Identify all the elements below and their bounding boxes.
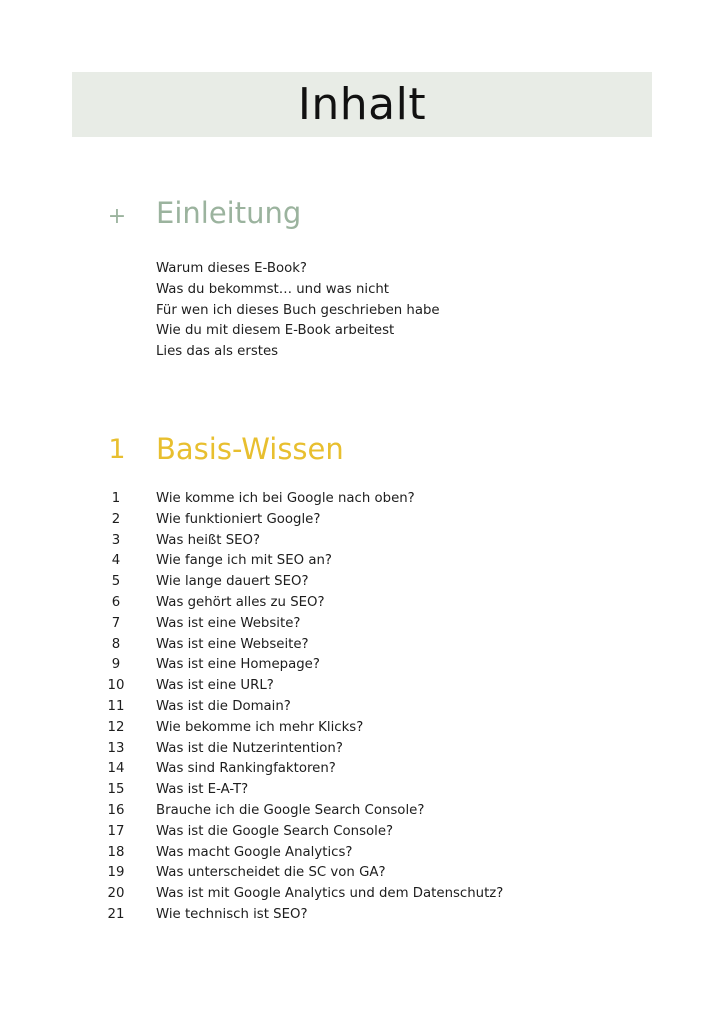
- toc-item-title: Was macht Google Analytics?: [156, 844, 353, 860]
- toc-item-title: Brauche ich die Google Search Console?: [156, 802, 425, 818]
- toc-item: [0, 572, 724, 593]
- intro-item: Wie du mit diesem E-Book arbeitest: [156, 323, 395, 339]
- toc-item-title: Was ist eine Website?: [156, 615, 301, 631]
- toc-item: [0, 593, 724, 614]
- toc-item-title: Was sind Rankingfaktoren?: [156, 761, 336, 777]
- toc-item-number: 19: [107, 865, 125, 881]
- toc-item: [0, 531, 724, 552]
- toc-item: [0, 884, 724, 905]
- toc-item-title: Was ist eine Webseite?: [156, 636, 309, 652]
- toc-item: [0, 489, 724, 510]
- toc-item-title: Was ist eine URL?: [156, 678, 274, 694]
- toc-item: [0, 863, 724, 884]
- toc-item: [0, 676, 724, 697]
- toc-item-number: 7: [111, 615, 121, 631]
- toc-item-number: 8: [111, 636, 121, 652]
- toc-item-number: 1: [111, 491, 121, 506]
- intro-item: Warum dieses E-Book?: [156, 261, 307, 276]
- toc-item-title: Was ist die Domain?: [156, 698, 291, 714]
- intro-item: Für wen ich dieses Buch geschrieben habe: [156, 302, 440, 318]
- toc-item-number: 12: [107, 719, 125, 735]
- toc-item-number: 6: [111, 594, 121, 610]
- toc-item-number: 17: [107, 823, 125, 839]
- toc-item-number: 5: [111, 574, 121, 590]
- toc-item-title: Was ist eine Homepage?: [156, 657, 320, 673]
- toc-item-title: Wie komme ich bei Google nach oben?: [156, 491, 415, 506]
- toc-item-title: Was ist E-A-T?: [156, 782, 249, 798]
- toc-item-title: Wie lange dauert SEO?: [156, 574, 309, 590]
- toc-item-number: 10: [107, 678, 125, 694]
- toc-item: [0, 801, 724, 822]
- toc-item: [0, 697, 724, 718]
- toc-item-number: 13: [107, 740, 125, 756]
- toc-item: [0, 614, 724, 635]
- intro-item: Lies das als erstes: [156, 344, 279, 360]
- toc-item: [0, 739, 724, 760]
- page-title: Inhalt: [297, 79, 427, 130]
- basis-chapter-number: 1: [108, 434, 126, 465]
- toc-item-number: 11: [107, 698, 125, 714]
- toc-item-title: Was heißt SEO?: [156, 532, 261, 548]
- toc-item: [0, 655, 724, 676]
- toc-item-title: Wie bekomme ich mehr Klicks?: [156, 719, 364, 735]
- toc-item-number: 15: [107, 782, 125, 798]
- toc-item-title: Was unterscheidet die SC von GA?: [156, 865, 386, 881]
- toc-item: [0, 780, 724, 801]
- toc-item: [0, 551, 724, 572]
- toc-item-title: Wie fange ich mit SEO an?: [156, 553, 332, 569]
- basis-heading: Basis-Wissen: [156, 432, 344, 466]
- toc-item: [0, 905, 724, 926]
- toc-item: [0, 635, 724, 656]
- intro-section-header: [0, 196, 724, 236]
- toc-item-number: 14: [107, 761, 125, 777]
- basis-section-header: [0, 432, 724, 472]
- toc-item: [0, 718, 724, 739]
- toc-item-title: Was ist die Google Search Console?: [156, 823, 394, 839]
- toc-item-number: 21: [107, 906, 125, 922]
- toc-item-number: 16: [107, 802, 125, 818]
- toc-item-title: Was ist die Nutzerintention?: [156, 740, 343, 756]
- toc-item-number: 18: [107, 844, 125, 860]
- toc-item: [0, 759, 724, 780]
- toc-item-number: 3: [111, 532, 121, 548]
- basis-toc-list: [0, 489, 724, 926]
- toc-item-number: 4: [111, 553, 121, 569]
- title-band: [72, 72, 652, 137]
- intro-list: [156, 259, 440, 363]
- toc-item-title: Wie funktioniert Google?: [156, 511, 321, 527]
- toc-item: [0, 510, 724, 531]
- toc-item: [0, 843, 724, 864]
- toc-item-title: Was ist mit Google Analytics und dem Datenschutz?: [156, 886, 504, 902]
- intro-heading: Einleitung: [156, 196, 302, 230]
- toc-item-number: 9: [111, 657, 121, 673]
- intro-item: Was du bekommst… und was nicht: [156, 281, 390, 297]
- toc-item-number: 2: [111, 511, 121, 527]
- toc-item-title: Wie technisch ist SEO?: [156, 906, 308, 922]
- toc-item-title: Was gehört alles zu SEO?: [156, 594, 325, 610]
- toc-item-number: 20: [107, 886, 125, 902]
- intro-plus-marker: +: [107, 204, 127, 229]
- toc-item: [0, 822, 724, 843]
